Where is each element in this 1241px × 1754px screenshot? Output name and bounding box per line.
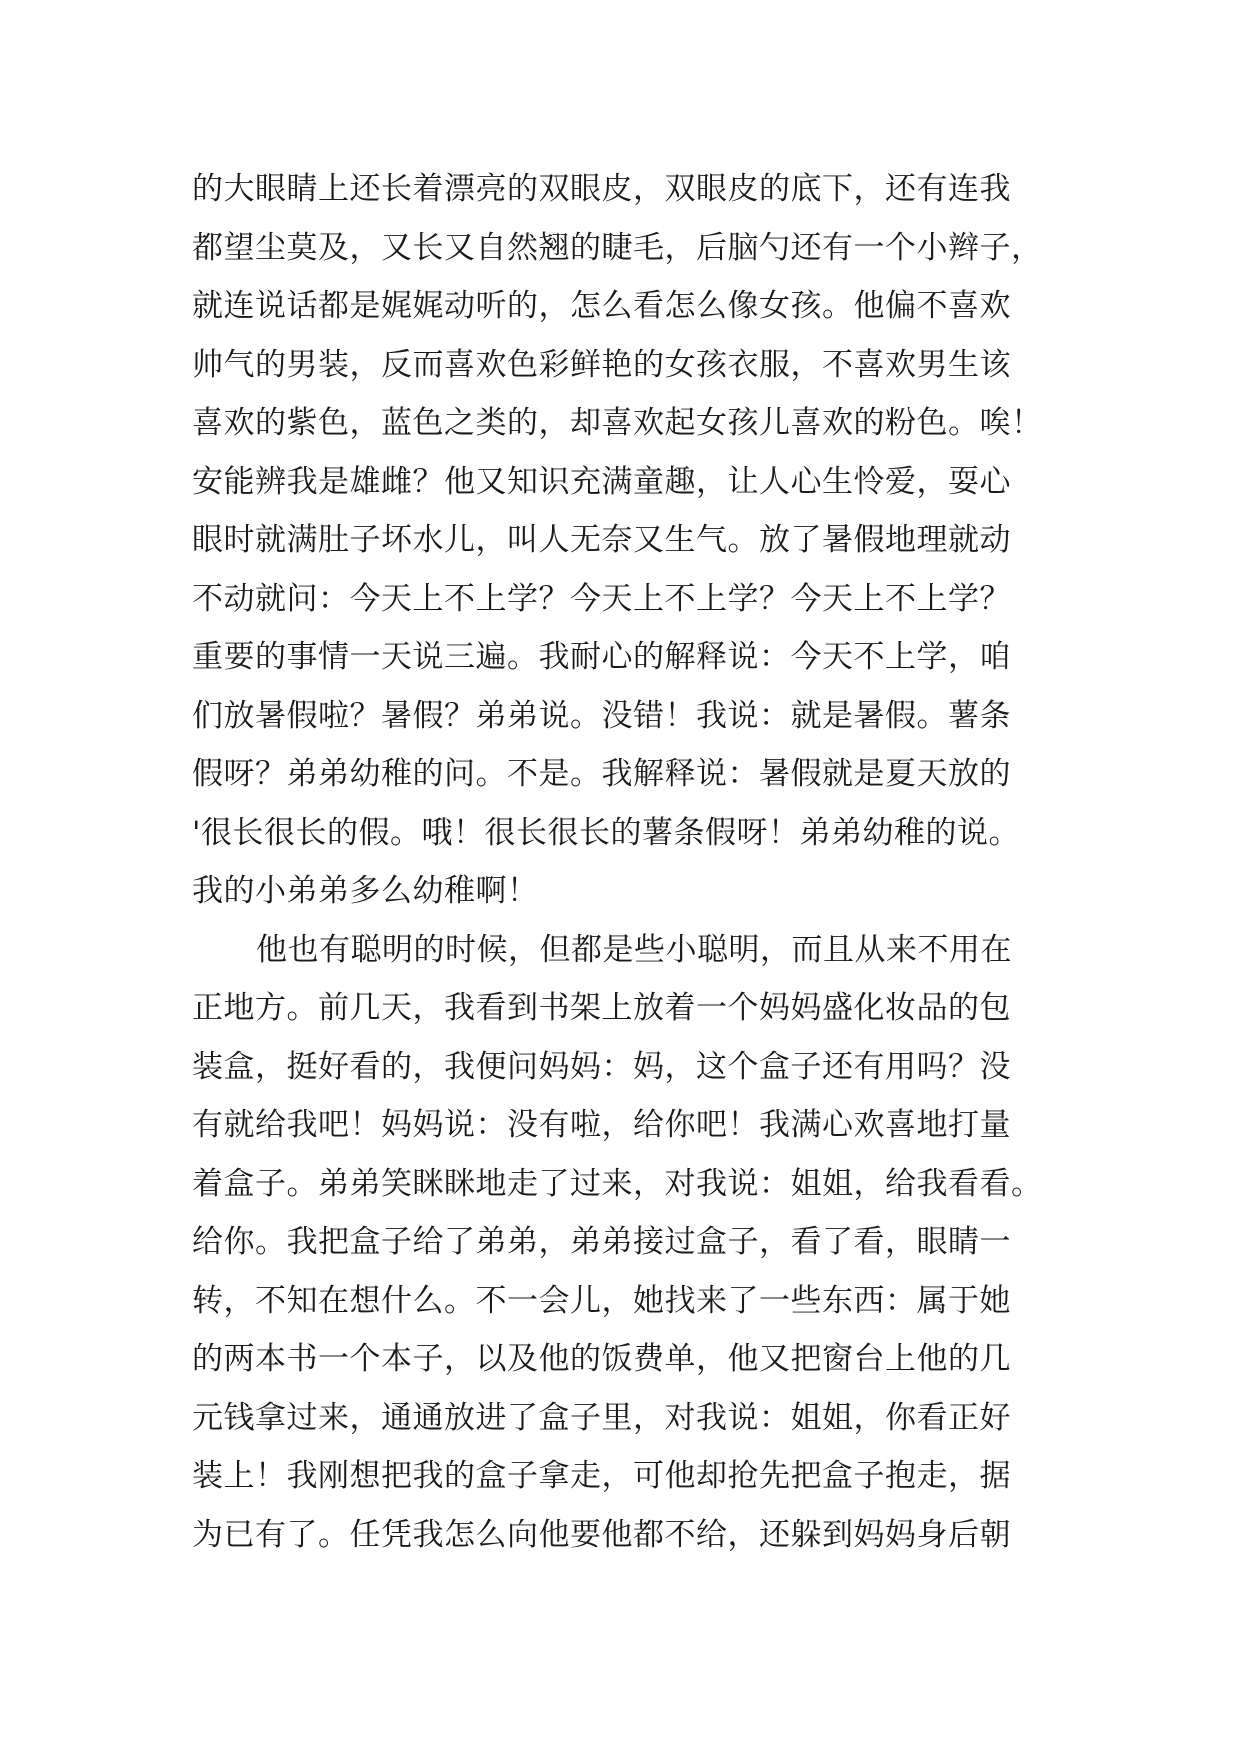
body-text [192,160,1072,1564]
text-line: 正地方。前几天，我看到书架上放着一个妈妈盛化妆品的包 [192,990,1011,1026]
text-line: 喜欢的紫色，蓝色之类的，却喜欢起女孩儿喜欢的粉色。唉！ [192,405,1043,441]
text-line: 给你。我把盒子给了弟弟，弟弟接过盒子，看了看，眼睛一 [192,1224,1011,1260]
text-line: 安能辨我是雄雌？他又知识充满童趣，让人心生怜爱，耍心 [192,463,1011,500]
text-line: 都望尘莫及，又长又自然翘的睫毛，后脑勺还有一个小辫子， [192,229,1043,266]
text-line: 帅气的男装，反而喜欢色彩鲜艳的女孩衣服，不喜欢男生该 [192,346,1011,383]
text-line: 眼时就满肚子坏水儿，叫人无奈又生气。放了暑假地理就动 [192,522,1011,558]
text-line: 的大眼睛上还长着漂亮的双眼皮，双眼皮的底下，还有连我 [192,171,1011,207]
text-line: 重要的事情一天说三遍。我耐心的解释说：今天不上学，咱 [192,639,1011,675]
text-line: 不动就问：今天上不上学？今天上不上学？今天上不上学？ [192,580,1011,617]
text-line: 转，不知在想什么。不一会儿，她找来了一些东西：属于她 [192,1282,1011,1319]
text-line: 们放暑假啦？暑假？弟弟说。没错！我说：就是暑假。薯条 [192,697,1011,734]
paragraph-start-line: 他也有聪明的时候，但都是些小聪明，而且从来不用在 [256,931,1012,968]
text-line: '很长很长的假。哦！很长很长的薯条假呀！弟弟幼稚的说。 [192,814,1021,851]
text-line: 就连说话都是娓娓动听的，怎么看怎么像女孩。他偏不喜欢 [192,288,1011,324]
text-line: 有就给我吧！妈妈说：没有啦，给你吧！我满心欢喜地打量 [192,1107,1011,1143]
text-line: 元钱拿过来，通通放进了盒子里，对我说：姐姐，你看正好 [192,1399,1011,1436]
text-line: 装盒，挺好看的，我便问妈妈：妈，这个盒子还有用吗？没 [192,1048,1011,1085]
text-line: 为已有了。任凭我怎么向他要他都不给，还躲到妈妈身后朝 [192,1516,1011,1553]
text-line: 着盒子。弟弟笑眯眯地走了过来，对我说：姐姐，给我看看。 [192,1165,1043,1202]
text-line: 装上！我刚想把我的盒子拿走，可他却抢先把盒子抱走，据 [192,1458,1011,1494]
text-line: 我的小弟弟多么幼稚啊！ [192,873,539,909]
text-line: 的两本书一个本子，以及他的饭费单，他又把窗台上他的几 [192,1341,1011,1377]
text-line: 假呀？弟弟幼稚的问。不是。我解释说：暑假就是夏天放的 [192,756,1011,792]
